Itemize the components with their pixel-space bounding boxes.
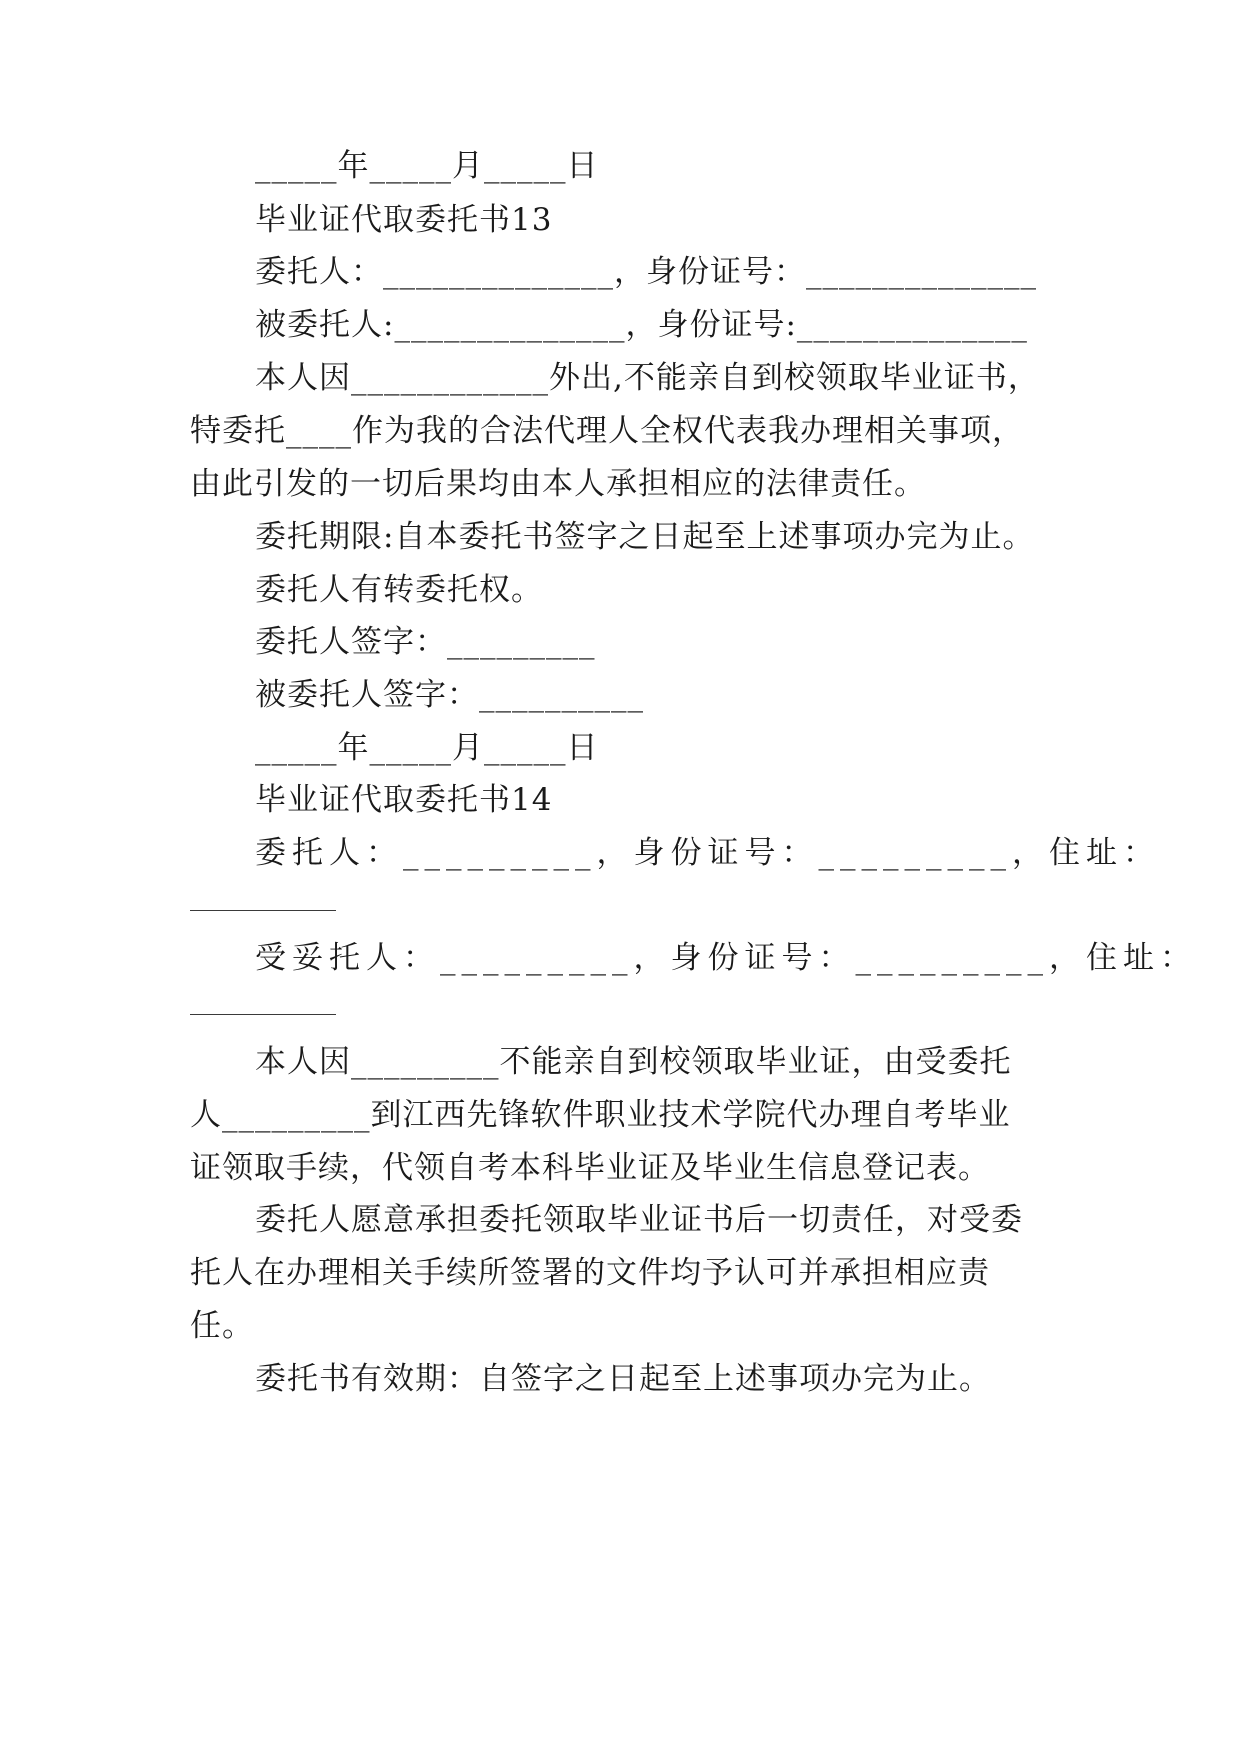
responsibility-line: 委托人愿意承担委托领取毕业证书后一切责任，对受委 [255, 1202, 1023, 1238]
address-blank-line [190, 1014, 336, 1015]
agent-signature-line: 被委托人签字：__________ [255, 677, 644, 713]
body-line: 本人因_________不能亲自到校领取毕业证，由受委托 [255, 1044, 1012, 1080]
section-title: 毕业证代取委托书13 [255, 202, 553, 238]
responsibility-line: 托人在办理相关手续所签署的文件均予认可并承担相应责 [190, 1255, 990, 1291]
body-line: 特委托____作为我的合法代理人全权代表我办理相关事项， [190, 413, 1024, 449]
body-line: 由此引发的一切后果均由本人承担相应的法律责任。 [190, 466, 926, 502]
body-line: 人_________到江西先锋软件职业技术学院代办理自考毕业 [190, 1097, 1011, 1133]
agent-line: 受妥托人：_________，身份证号：_________，住址： [255, 940, 1197, 976]
principal-signature-line: 委托人签字：_________ [255, 624, 596, 660]
section-title: 毕业证代取委托书14 [255, 782, 553, 818]
date-line: _____年_____月_____日 [255, 730, 599, 766]
agent-line: 被委托人:______________，身份证号:______________ [255, 307, 1028, 343]
principal-line: 委托人：______________，身份证号：______________ [255, 254, 1037, 290]
address-blank-line [190, 910, 336, 911]
body-line: 本人因____________外出,不能亲自到校领取毕业证书， [255, 360, 1040, 396]
body-line: 证领取手续，代领自考本科毕业证及毕业生信息登记表。 [190, 1150, 990, 1186]
responsibility-line: 任。 [190, 1308, 254, 1344]
term-line: 委托期限:自本委托书签字之日起至上述事项办完为止。 [255, 519, 1035, 555]
validity-line: 委托书有效期：自签字之日起至上述事项办完为止。 [255, 1361, 991, 1397]
date-line: _____年_____月_____日 [255, 148, 599, 184]
principal-line: 委托人：_________，身份证号：_________，住址： [255, 835, 1160, 871]
transfer-line: 委托人有转委托权。 [255, 572, 543, 608]
